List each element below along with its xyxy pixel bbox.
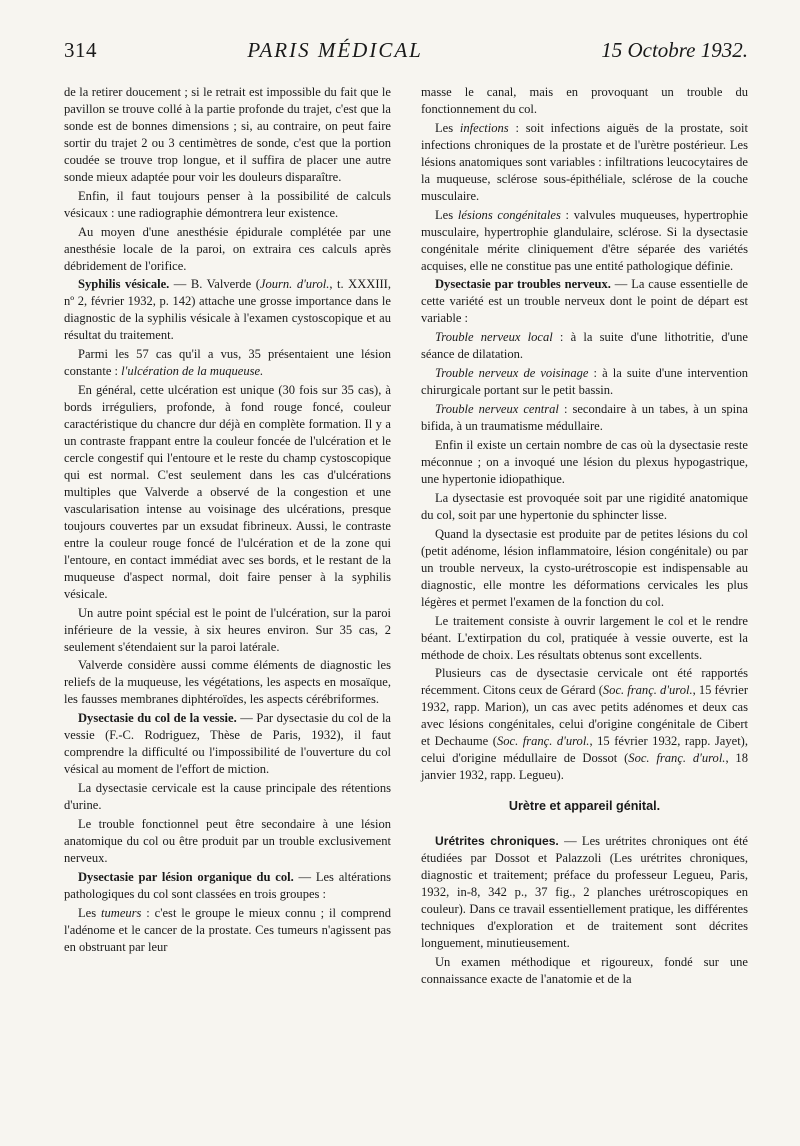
- text-run: : c'est le groupe le mieux connu ; il comprend l'adénome et le cancer de la prostate. Ces tumeurs n'agissent pas en obstruant par leur: [64, 905, 391, 954]
- emphasis: infections: [459, 120, 509, 135]
- issue-date: 15 Octobre 1932.: [601, 38, 748, 62]
- two-column-body: [64, 84, 748, 990]
- text-run: , t. XXXIII, nº 2, février 1932, p. 142) attache une grosse importance dans le diagnostic de la syphilis vésicale à l'examen cystoscopique et au résultat du traitement.: [64, 277, 391, 343]
- paragraph: Un autre point spécial est le point de l'ulcération, sur la paroi inférieure de la vessie, à six heures environ. Sur 35 cas, 2 seulement s'étendaient sur la paroi latérale.: [64, 605, 391, 654]
- paragraph: Quand la dysectasie est produite par de petites lésions du col (petit adénome, lésion inflammatoire, lésion congénitale) ou par un trouble nerveux, la cysto-urétroscopie est indispensable au diagnostic, elle montre les déformations cervicales les plus légères et permet l'examen de la fonction du col.: [421, 526, 748, 609]
- citation: Soc. franç. d'urol.: [628, 751, 726, 766]
- paragraph: [64, 869, 391, 903]
- text-run: , 15 février 1932, rapp. Jayet), celui d'origine médullaire de Dossot (: [421, 734, 748, 766]
- citation: Soc. franç. d'urol.: [602, 683, 693, 698]
- emphasis: Trouble nerveux de voisinage: [435, 366, 589, 381]
- paragraph: [421, 665, 748, 784]
- text-run: Les: [78, 905, 101, 920]
- text-run: Parmi les 57 cas qu'il a vus, 35 présentaient une lésion constante :: [64, 347, 391, 379]
- subsection-heading: Dysectasie par lésion organique du col.: [78, 869, 294, 884]
- paragraph: [64, 905, 391, 956]
- subsection-heading: Dysectasie du col de la vessie.: [78, 711, 237, 726]
- paragraph: [64, 710, 391, 778]
- right-column: [421, 84, 748, 990]
- paragraph: [421, 207, 748, 275]
- text-run: : soit infections aiguës de la prostate, soit infections chroniques de la prostate et de l'urètre postérieur. Les lésions anatomiques sont variables : infiltrations leucocytaires de la muqueuse, sclérose sous-épithéliale, sclérose de la couche musculaire.: [421, 120, 748, 203]
- text-run: Les: [435, 120, 460, 135]
- paragraph: [421, 833, 748, 952]
- citation: Soc. franç. d'urol.: [496, 734, 590, 749]
- text-run: Les: [435, 207, 458, 222]
- emphasis: l'ulcération de la muqueuse.: [121, 364, 264, 379]
- emphasis: tumeurs: [101, 905, 142, 920]
- text-run: , 15 février 1932, rapp. Marion), un cas avec petits adénomes et deux cas avec lésions congénitales, celui d'origine congénitale de Cibert et Dechaume (: [421, 683, 748, 749]
- subsection-heading: Urétrites chroniques.: [435, 834, 559, 849]
- emphasis: Trouble nerveux central: [435, 402, 559, 417]
- paragraph: [64, 276, 391, 344]
- text-run: Plusieurs cas de dysectasie cervicale ont été rapportés récemment. Citons ceux de Gérard (: [421, 666, 748, 698]
- paragraph: Valverde considère aussi comme éléments de diagnostic les reliefs de la muqueuse, les végétations, les aspects en mosaïque, les fausses membranes diphtéroïdes, les aspects cérébriformes.: [64, 658, 391, 707]
- text-run: — Les urétrites chroniques ont été étudiées par Dossot et Palazzoli (Les urétrites chroniques, diagnostic et traitement; préface du professeur Legueu, Paris, 1932, in-8, 342 p., 37 fig., 2 planches urétroscopiques en couleur). Dans ce travail essentiellement pratique, les différentes techniques d'exploration et de traitement sont décrites longuement, minutieusement.: [421, 834, 748, 950]
- paragraph: [421, 365, 748, 399]
- text-run: — B. Valverde (: [169, 277, 260, 292]
- text-run: : à la suite d'une lithotritie, d'une séance de dilatation.: [421, 330, 748, 362]
- left-column: [64, 84, 391, 990]
- paragraph: Enfin il existe un certain nombre de cas où la dysectasie reste méconnue ; on a invoqué une lésion du plexus hypogastrique, une hypertonie idiopathique.: [421, 438, 748, 486]
- paragraph: Le traitement consiste à ouvrir largement le col et le rendre béant. L'extirpation du col, pratiquée à vessie ouverte, est la méthode de choix. Les résultats obtenus sont excellents.: [421, 613, 748, 662]
- paragraph: [421, 329, 748, 363]
- text-run: : à la suite d'une intervention chirurgicale portant sur le petit bassin.: [421, 366, 749, 398]
- text-run: : secondaire à un tabes, à un spina bifida, à un traumatisme médullaire.: [421, 402, 748, 434]
- text-run: — Les altérations pathologiques du col sont classées en trois groupes :: [64, 869, 391, 901]
- paragraph: Le trouble fonctionnel peut être secondaire à une lésion anatomique du col ou être produit par un trouble exclusivement nerveux.: [64, 817, 391, 865]
- paragraph: de la retirer doucement ; si le retrait est impossible du fait que le pavillon se trouve collé à la partie profonde du trajet, c'est que la sonde est de bonnes dimensions ; si, au contraire, on peut faire sortir du trajet 2 ou 3 centimètres de sonde, c'est que la portion coudée se trouve trop longue, et il suffira de placer une autre sonde mieux adaptée pour voir les douleurs disparaître.: [64, 85, 391, 184]
- running-header: [64, 38, 748, 78]
- text-run: : valvules muqueuses, hypertrophie musculaire, hypertrophie glandulaire, sclérose. Si la dysectasie congénitale mérite cliniquement d'être séparée des variétés acquises, elle ne constitue pas une entité pathologique définie.: [421, 207, 748, 273]
- text-run: — Par dysectasie du col de la vessie (F.-C. Rodriguez, Thèse de Paris, 1932), il faut comprendre la difficulté ou l'impossibilité de l'ouverture du col vésical au moment de l'effort de miction.: [64, 711, 392, 777]
- text-run: — La cause essentielle de cette variété est un trouble nerveux dont le point de départ est variable :: [421, 277, 748, 326]
- paragraph: Enfin, il faut toujours penser à la possibilité de calculs vésicaux : une radiographie démontrera leur existence.: [64, 188, 391, 220]
- paragraph: [64, 346, 391, 380]
- paragraph: [421, 401, 748, 435]
- subsection-heading: Syphilis vésicale.: [78, 277, 170, 292]
- citation: Journ. d'urol.: [259, 277, 330, 292]
- journal-title: PARIS MÉDICAL: [247, 38, 423, 62]
- paragraph: La dysectasie est provoquée soit par une rigidité anatomique du col, soit par une hypertonie du sphincter lisse.: [421, 490, 748, 522]
- subsection-heading: Dysectasie par troubles nerveux.: [435, 277, 611, 292]
- emphasis: lésions congénitales: [457, 207, 561, 222]
- paragraph: Un examen méthodique et rigoureux, fondé sur une connaissance exacte de l'anatomie et de la: [421, 954, 748, 986]
- paragraph: Au moyen d'une anesthésie épidurale complétée par une anesthésie locale de la paroi, on extraira ces calculs après débridement de l'orifice.: [64, 224, 391, 273]
- page-number: 314: [64, 38, 97, 62]
- paragraph: La dysectasie cervicale est la cause principale des rétentions d'urine.: [64, 781, 391, 813]
- emphasis: Trouble nerveux local: [435, 330, 553, 345]
- paragraph: En général, cette ulcération est unique (30 fois sur 35 cas), à bords irréguliers, profonde, à fond rouge foncé, couleur caractéristique du chancre dur déjà en complète formation. Il y a un contraste frappant entre la couleur foncée de l'ulcération et le cercle congestif qui l'entoure et le reste du champ cystoscopique qui est normal. C'est seulement dans les cas d'ulcérations multiples que Valverde a observé de la congestion et une vascularisation intense au voisinage des ulcérations, presque toujours couvertes par un exsudat fibrineux. Aussi, le contraste entre la couleur rouge foncé de l'ulcération et de la zone qui l'entoure, en contact immédiat avec ses bords, et le restant de la muqueuse d'aspect normal, doit faire penser à la syphilis vésicale.: [64, 383, 391, 601]
- section-heading: Urètre et appareil génital.: [508, 799, 661, 814]
- paragraph: [421, 120, 748, 205]
- paragraph: masse le canal, mais en provoquant un trouble du fonctionnement du col.: [421, 85, 748, 116]
- text-run: , 18 janvier 1932, rapp. Legueu).: [421, 751, 748, 783]
- paragraph: [421, 276, 748, 327]
